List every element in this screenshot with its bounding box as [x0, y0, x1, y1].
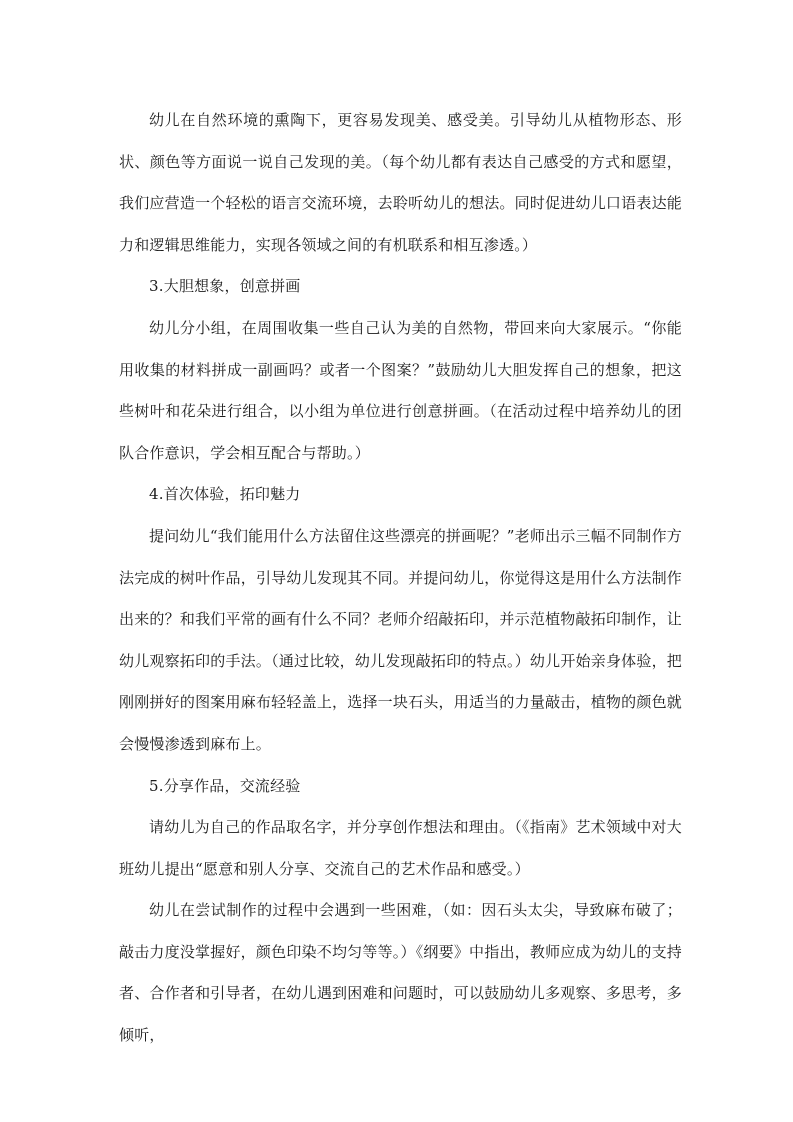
paragraph-difficulties: 幼儿在尝试制作的过程中会遇到一些困难，（如：因石头太尖，导致麻布破了；敲击力度没掌握好，颜色印染不均匀等等。）《纲要》中指出，教师应成为幼儿的支持者、合作者和引导者，在幼儿遇到困难和问题时，可以鼓励幼儿多观察、多思考，多倾听， [119, 901, 682, 1045]
section-heading-3: 3.大胆想象，创意拼画 [149, 277, 301, 296]
paragraph-rubbing-print: 提问幼儿“我们能用什么方法留住这些漂亮的拼画呢？”老师出示三幅不同制作方法完成的树叶作品，引导幼儿发现其不同。并提问幼儿，你觉得这是用什么方法制作出来的？和我们平常的画有什么不同？老师介绍敲拓印，并示范植物敲拓印制作，让幼儿观察拓印的手法。（通过比较，幼儿发现敲拓印的特点。）幼儿开始亲身体验，把刚刚拼好的图案用麻布轻轻盖上，选择一块石头，用适当的力量敲击，植物的颜色就会慢慢渗透到麻布上。 [119, 526, 682, 753]
paragraph-creative-collage: 幼儿分小组，在周围收集一些自己认为美的自然物，带回来向大家展示。“你能用收集的材料拼成一副画吗？或者一个图案？”鼓励幼儿大胆发挥自己的想象，把这些树叶和花朵进行组合，以小组为单位进行创意拼画。（在活动过程中培养幼儿的团队合作意识，学会相互配合与帮助。） [119, 318, 682, 462]
section-heading-5: 5.分享作品，交流经验 [149, 776, 301, 795]
section-heading-4: 4.首次体验，拓印魅力 [149, 485, 301, 504]
paragraph-share-works: 请幼儿为自己的作品取名字，并分享创作想法和理由。（《指南》艺术领域中对大班幼儿提出“愿意和别人分享、交流自己的艺术作品和感受。） [119, 818, 682, 878]
paragraph-nature-beauty: 幼儿在自然环境的熏陶下，更容易发现美、感受美。引导幼儿从植物形态、形状、颜色等方面说一说自己发现的美。（每个幼儿都有表达自己感受的方式和愿望，我们应营造一个轻松的语言交流环境，去聆听幼儿的想法。同时促进幼儿口语表达能力和逻辑思维能力，实现各领域之间的有机联系和相互渗透。） [119, 111, 682, 254]
document-body [119, 100, 682, 1057]
